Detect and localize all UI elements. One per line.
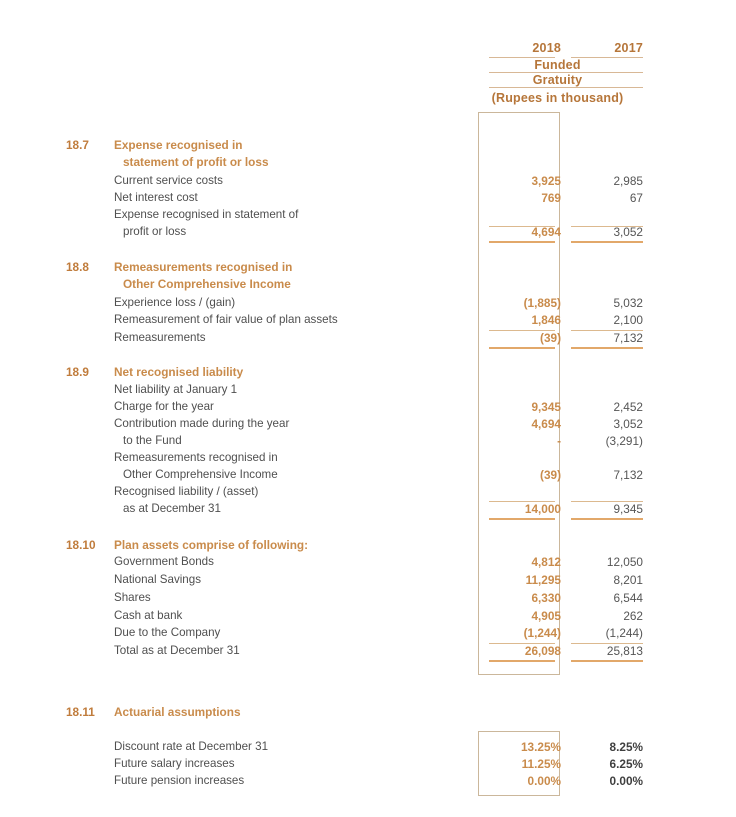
header-funded: Funded	[534, 58, 581, 72]
total-rule-2017-18-9	[571, 518, 643, 520]
value-2017-oci-18-9: 7,132	[613, 468, 643, 482]
value-2017-net-interest-cost: 67	[629, 191, 643, 205]
row-label-expense-recognised-statement: Expense recognised in statement of	[114, 208, 299, 221]
value-2017-net-liability-january: 2,452	[613, 400, 643, 414]
value-2017-discount-rate: 8.25%	[609, 740, 643, 754]
value-2018-recognised-liability: 14,000	[524, 502, 561, 516]
row-label-future-pension-increases: Future pension increases	[114, 774, 245, 787]
row-label-cash-at-bank: Cash at bank	[114, 609, 183, 622]
value-2018-expense-total: 4,694	[531, 225, 561, 239]
header-gratuity: Gratuity	[532, 73, 583, 87]
value-2018-plan-assets-total: 26,098	[524, 644, 561, 658]
section-number-18-8: 18.8	[66, 260, 89, 274]
total-rule-2018-18-10	[489, 660, 555, 662]
value-2017-plan-assets-total: 25,813	[606, 644, 643, 658]
section-number-18-11: 18.11	[66, 705, 95, 719]
row-label-remeasurement-fair-value: Remeasurement of fair value of plan assets	[114, 313, 338, 326]
row-label-profit-or-loss: profit or loss	[123, 225, 187, 238]
value-2017-national-savings: 8,201	[613, 573, 643, 587]
row-label-contribution-made: Contribution made during the year	[114, 417, 290, 430]
total-rule-2017-18-8	[571, 347, 643, 349]
row-label-government-bonds: Government Bonds	[114, 555, 214, 568]
value-2018-cash-at-bank: 4,905	[531, 609, 561, 623]
value-2017-shares: 6,544	[613, 591, 643, 605]
value-2018-future-pension-increases: 0.00%	[527, 774, 561, 788]
row-label-discount-rate: Discount rate at December 31	[114, 740, 269, 753]
section-number-18-10: 18.10	[66, 538, 96, 552]
value-2018-net-liability-january: 9,345	[531, 400, 561, 414]
value-2017-due-to-the-company: (1,244)	[605, 626, 643, 640]
value-2018-due-to-the-company: (1,244)	[523, 626, 561, 640]
row-label-oci-18-9: Other Comprehensive Income	[123, 468, 278, 481]
header-year-2018: 2018	[532, 41, 561, 55]
section-title-18-10: Plan assets comprise of following:	[114, 538, 309, 552]
row-label-future-salary-increases: Future salary increases	[114, 757, 235, 770]
section-title-18-7-line1: Expense recognised in	[114, 138, 243, 152]
value-2018-remeasurement-fair-value: 1,846	[531, 313, 561, 327]
value-2018-charge-for-the-year: 4,694	[531, 417, 561, 431]
value-2018-oci-18-9: (39)	[540, 468, 561, 482]
value-2017-expense-total: 3,052	[613, 225, 643, 239]
value-2018-government-bonds: 4,812	[531, 555, 561, 569]
total-rule-2017-18-10	[571, 660, 643, 662]
section-title-18-9: Net recognised liability	[114, 365, 244, 379]
value-2017-charge-for-the-year: 3,052	[613, 417, 643, 431]
value-2017-experience-loss-gain: 5,032	[613, 296, 643, 310]
value-2018-experience-loss-gain: (1,885)	[523, 296, 561, 310]
row-label-remeasurements: Remeasurements	[114, 331, 206, 344]
value-2018-shares: 6,330	[531, 591, 561, 605]
header-year-2017: 2017	[614, 41, 643, 55]
value-2017-government-bonds: 12,050	[606, 555, 643, 569]
section-title-18-7-line2: statement of profit or loss	[123, 155, 269, 169]
header-units: (Rupees in thousand)	[491, 91, 624, 105]
value-2017-future-pension-increases: 0.00%	[609, 774, 643, 788]
section-title-18-8-line2: Other Comprehensive Income	[123, 277, 291, 291]
value-2018-discount-rate: 13.25%	[520, 740, 561, 754]
value-2018-contribution-to-fund: -	[557, 434, 561, 448]
row-label-national-savings: National Savings	[114, 573, 202, 586]
section-title-18-8-line1: Remeasurements recognised in	[114, 260, 293, 274]
row-label-as-at-december-31: as at December 31	[123, 502, 221, 515]
row-label-experience-loss-gain: Experience loss / (gain)	[114, 296, 236, 309]
row-label-shares: Shares	[114, 591, 151, 604]
value-2017-remeasurements: 7,132	[613, 331, 643, 345]
value-2017-cash-at-bank: 262	[623, 609, 643, 623]
total-rule-2018-18-9	[489, 518, 555, 520]
value-2017-recognised-liability: 9,345	[613, 502, 643, 516]
value-2017-remeasurement-fair-value: 2,100	[613, 313, 643, 327]
section-title-18-11: Actuarial assumptions	[114, 705, 241, 719]
row-label-to-the-fund: to the Fund	[123, 434, 182, 447]
total-rule-2018-18-7	[489, 241, 555, 243]
row-label-recognised-liability-asset: Recognised liability / (asset)	[114, 485, 259, 498]
value-2017-future-salary-increases: 6.25%	[609, 757, 643, 771]
value-2018-future-salary-increases: 11.25%	[521, 757, 561, 771]
value-2017-current-service-costs: 2,985	[613, 174, 643, 188]
header-rule-gratuity	[489, 87, 643, 88]
section-number-18-9: 18.9	[66, 365, 89, 379]
value-2018-current-service-costs: 3,925	[531, 174, 561, 188]
value-2018-remeasurements: (39)	[540, 331, 561, 345]
value-2017-contribution-to-fund: (3,291)	[605, 434, 643, 448]
section-number-18-7: 18.7	[66, 138, 89, 152]
value-2018-net-interest-cost: 769	[541, 191, 561, 205]
row-label-charge-for-the-year: Charge for the year	[114, 400, 214, 413]
row-label-remeasurements-recognised: Remeasurements recognised in	[114, 451, 278, 464]
row-label-current-service-costs: Current service costs	[114, 174, 223, 187]
row-label-net-liability-january: Net liability at January 1	[114, 383, 238, 396]
total-rule-2018-18-8	[489, 347, 555, 349]
total-rule-2017-18-7	[571, 241, 643, 243]
row-label-due-to-the-company: Due to the Company	[114, 626, 221, 639]
row-label-total-as-at-december-31: Total as at December 31	[114, 644, 240, 657]
row-label-net-interest-cost: Net interest cost	[114, 191, 198, 204]
value-2018-national-savings: 11,295	[525, 573, 561, 587]
